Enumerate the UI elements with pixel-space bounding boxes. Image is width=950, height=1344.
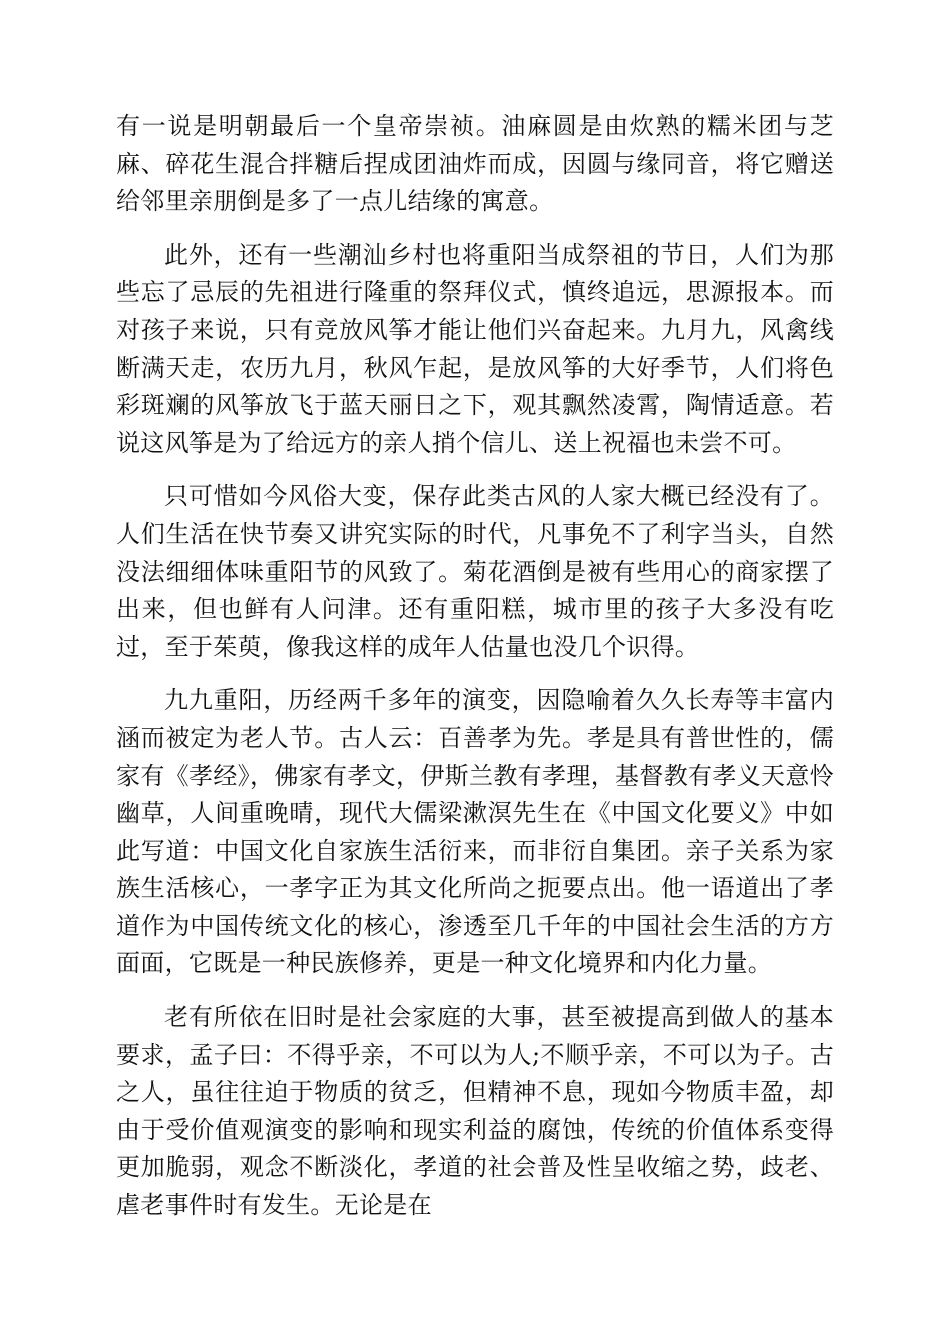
paragraph-4: 九九重阳，历经两千多年的演变，因隐喻着久久长寿等丰富内涵而被定为老人节。古人云：百善孝为先。孝是具有普世性的，儒家有《孝经》，佛家有孝文，伊斯兰教有孝理，基督教有孝义天意怜幽草，人间重晚晴，现代大儒梁漱溟先生在《中国文化要义》中如此写道：中国文化自家族生活衍来，而非衍自集团。亲子关系为家族生活核心，一孝字正为其文化所尚之扼要点出。他一语道出了孝道作为中国传统文化的核心，渗透至几千年的中国社会生活的方方面面，它既是一种民族修养，更是一种文化境界和内化力量。 <box>116 686 834 978</box>
article-body <box>116 108 834 1241</box>
paragraph-1: 有一说是明朝最后一个皇帝崇祯。油麻圆是由炊熟的糯米团与芝麻、碎花生混合拌糖后捏成团油炸而成，因圆与缘同音，将它赠送给邻里亲朋倒是多了一点儿结缘的寓意。 <box>116 112 834 216</box>
paragraph-3: 只可惜如今风俗大变，保存此类古风的人家大概已经没有了。人们生活在快节奏又讲究实际的时代，凡事免不了利字当头，自然没法细细体味重阳节的风致了。菊花酒倒是被有些用心的商家摆了出来，但也鲜有人问津。还有重阳糕，城市里的孩子大多没有吃过，至于茱萸，像我这样的成年人估量也没几个识得。 <box>116 482 834 661</box>
paragraph-5: 老有所依在旧时是社会家庭的大事，甚至被提高到做人的基本要求，孟子曰：不得乎亲，不可以为人;不顺乎亲，不可以为子。古之人，虽往往迫于物质的贫乏，但精神不息，现如今物质丰盈，却由于受价值观演变的影响和现实利益的腐蚀，传统的价值体系变得更加脆弱，观念不断淡化，孝道的社会普及性呈收缩之势，歧老、虐老事件时有发生。无论是在 <box>116 1003 834 1220</box>
paragraph-2: 此外，还有一些潮汕乡村也将重阳当成祭祖的节日，人们为那些忘了忌辰的先祖进行隆重的祭拜仪式，慎终追远，思源报本。而对孩子来说，只有竞放风筝才能让他们兴奋起来。九月九，风禽线断满天走，农历九月，秋风乍起，是放风筝的大好季节，人们将色彩斑斓的风筝放飞于蓝天丽日之下，观其飘然凌霄，陶情适意。若说这风筝是为了给远方的亲人捎个信儿、送上祝福也未尝不可。 <box>116 240 834 457</box>
